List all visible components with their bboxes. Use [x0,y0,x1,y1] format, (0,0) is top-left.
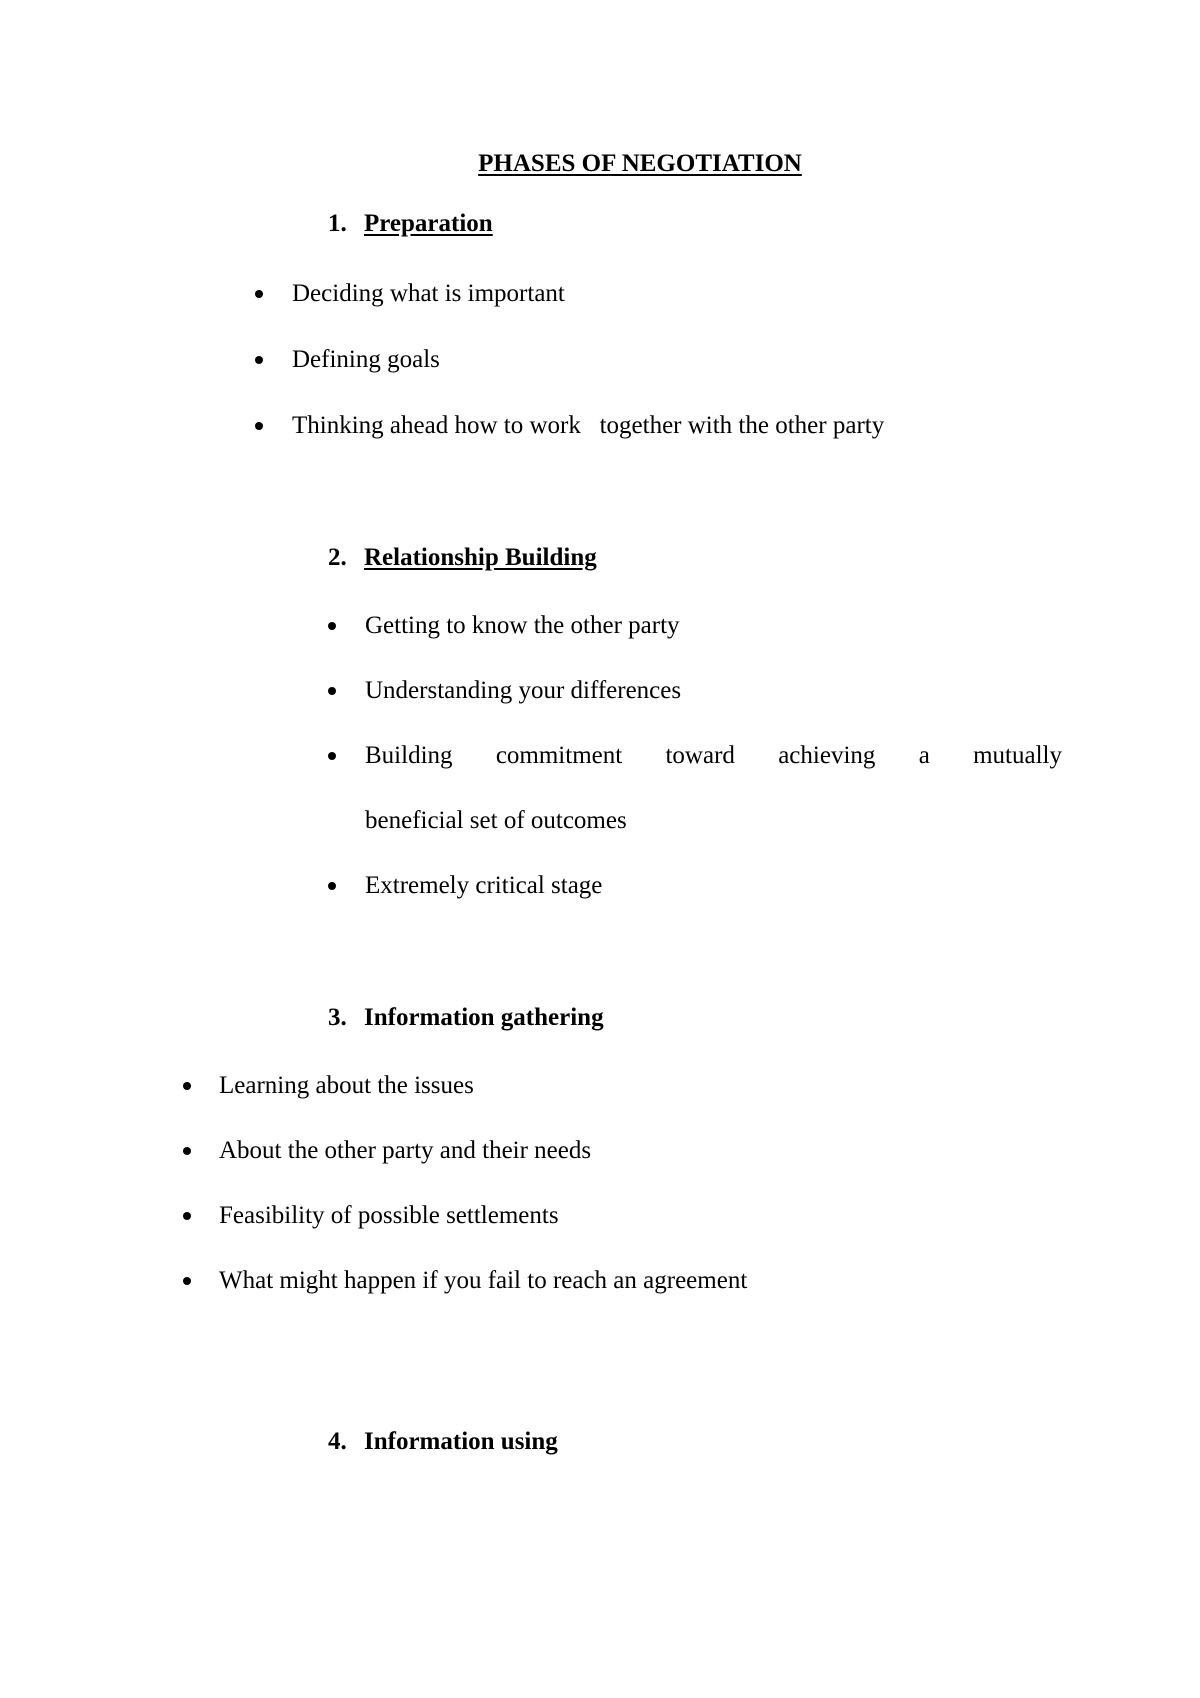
word: achieving [778,742,876,769]
bullet-icon [183,1147,191,1155]
section-heading-information-using [328,1426,558,1458]
bullet-icon [183,1212,191,1220]
list-item-text: What might happen if you fail to reach an agreement [219,1267,748,1294]
list-item-text-line-1 [365,740,1062,772]
word: commitment [495,742,623,769]
bullet-icon [328,882,336,890]
section-number: 4. [328,1428,347,1455]
bullet-icon [183,1277,191,1285]
section-number: 3. [328,1004,347,1031]
list-item-text-line-2: beneficial set of outcomes [365,807,627,834]
list-item-text: Feasibility of possible settlements [219,1202,559,1229]
word: toward [665,742,735,769]
section-title: Information using [364,1428,558,1455]
list-item-text: Understanding your differences [365,677,682,704]
list-item-text: Getting to know the other party [365,612,680,639]
bullet-icon [183,1082,191,1090]
bullet-icon [255,356,263,364]
section-number: 1. [328,210,347,237]
list-item-text: Extremely critical stage [365,872,603,899]
bullet-icon [328,687,336,695]
bullet-icon [255,422,263,430]
word: a [918,742,930,769]
word: mutually [973,742,1062,769]
section-heading-preparation [328,208,493,240]
bullet-icon [328,622,336,630]
document-title: PHASES OF NEGOTIATION [478,150,802,177]
bullet-icon [328,752,336,760]
section-heading-information-gathering [328,1002,604,1034]
word: Building [365,742,453,769]
list-item-text: Deciding what is important [292,280,565,307]
section-title: Relationship Building [364,544,597,571]
section-number: 2. [328,544,347,571]
list-item-text: Thinking ahead how to work together with the other party [292,412,885,439]
list-item-text: Learning about the issues [219,1072,474,1099]
list-item-text: About the other party and their needs [219,1137,592,1164]
list-item-text: Defining goals [292,346,440,373]
section-heading-relationship-building [328,542,597,574]
section-title: Information gathering [364,1004,604,1031]
section-title: Preparation [364,210,493,237]
bullet-icon [255,290,263,298]
